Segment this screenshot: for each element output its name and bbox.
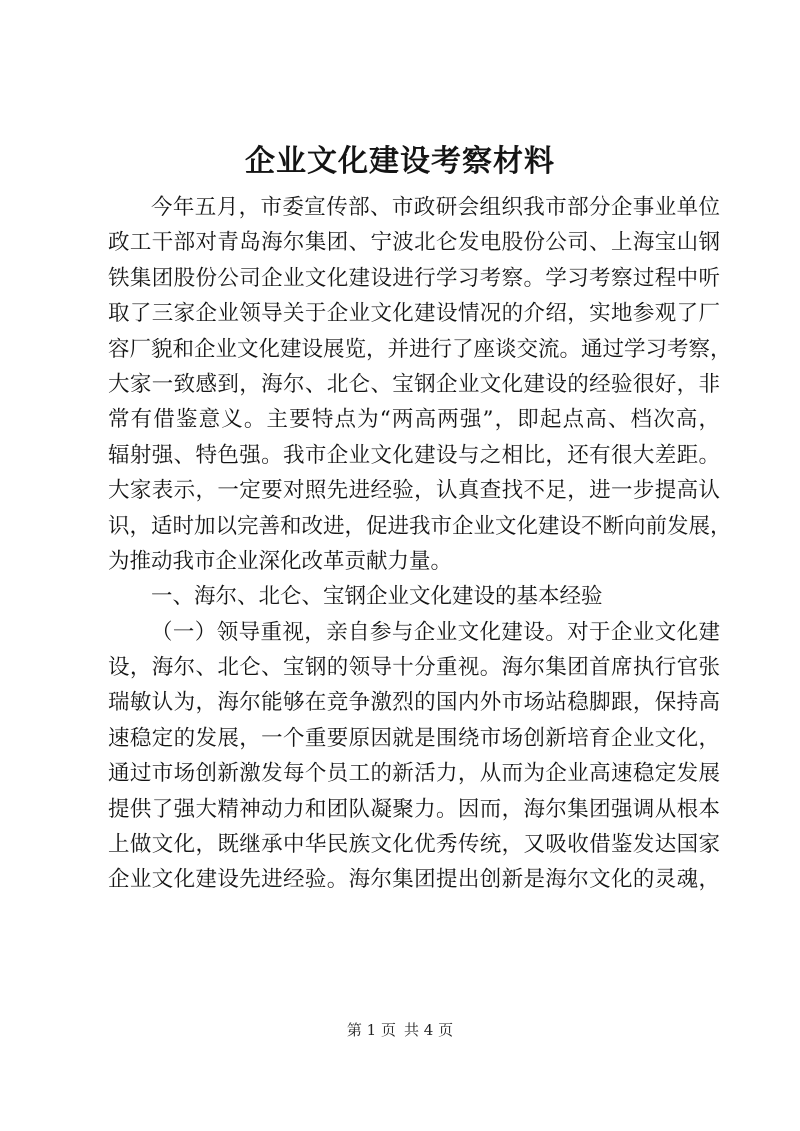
paragraph-line: 取了三家企业领导关于企业文化建设情况的介绍，实地参观了厂 <box>108 301 720 327</box>
paragraph-line: 速稳定的发展，一个重要原因就是围绕市场创新培育企业文化， <box>108 725 720 751</box>
section-heading: 一、海尔、北仑、宝钢企业文化建设的基本经验 <box>151 584 603 610</box>
paragraph-line: 设，海尔、北仑、宝钢的领导十分重视。海尔集团首席执行官张 <box>108 655 720 681</box>
paragraph-line: 企业文化建设先进经验。海尔集团提出创新是海尔文化的灵魂， <box>108 867 720 893</box>
paragraph-line: 大家表示，一定要对照先进经验，认真查找不足，进一步提高认 <box>108 478 720 504</box>
page-number: 第 1 页 <box>346 1021 396 1039</box>
paragraph-line: 提供了强大精神动力和团队凝聚力。因而，海尔集团强调从根本 <box>108 796 720 822</box>
paragraph-line: 容厂貌和企业文化建设展览，并进行了座谈交流。通过学习考察， <box>108 336 732 362</box>
paragraph-line: 通过市场创新激发每个员工的新活力，从而为企业高速稳定发展 <box>108 761 720 787</box>
document-body <box>108 190 732 898</box>
paragraph-line: 政工干部对青岛海尔集团、宁波北仑发电股份公司、上海宝山钢 <box>108 230 720 256</box>
paragraph-line: 识，适时加以完善和改进，促进我市企业文化建设不断向前发展， <box>108 513 732 539</box>
paragraph-line: 大家一致感到，海尔、北仑、宝钢企业文化建设的经验很好，非 <box>108 371 720 397</box>
paragraph-line: 辐射强、特色强。我市企业文化建设与之相比，还有很大差距。 <box>108 442 720 468</box>
paragraph-line: 常有借鉴意义。主要特点为“两高两强”，即起点高、档次高， <box>108 407 720 433</box>
paragraph-line: 今年五月，市委宣传部、市政研会组织我市部分企事业单位 <box>151 195 720 220</box>
paragraph-line: （一）领导重视，亲自参与企业文化建设。对于企业文化建 <box>151 619 720 645</box>
page-total: 共 4 页 <box>404 1021 454 1039</box>
document-title: 企业文化建设考察材料 <box>245 144 555 179</box>
page-footer <box>0 1020 800 1040</box>
paragraph-line: 瑞敏认为，海尔能够在竞争激烈的国内外市场站稳脚跟，保持高 <box>108 690 720 716</box>
paragraph-line: 铁集团股份公司企业文化建设进行学习考察。学习考察过程中听 <box>108 265 720 291</box>
paragraph-line: 为推动我市企业深化改革贡献力量。 <box>108 548 453 574</box>
paragraph-line: 上做文化，既继承中华民族文化优秀传统，又吸收借鉴发达国家 <box>108 832 720 858</box>
